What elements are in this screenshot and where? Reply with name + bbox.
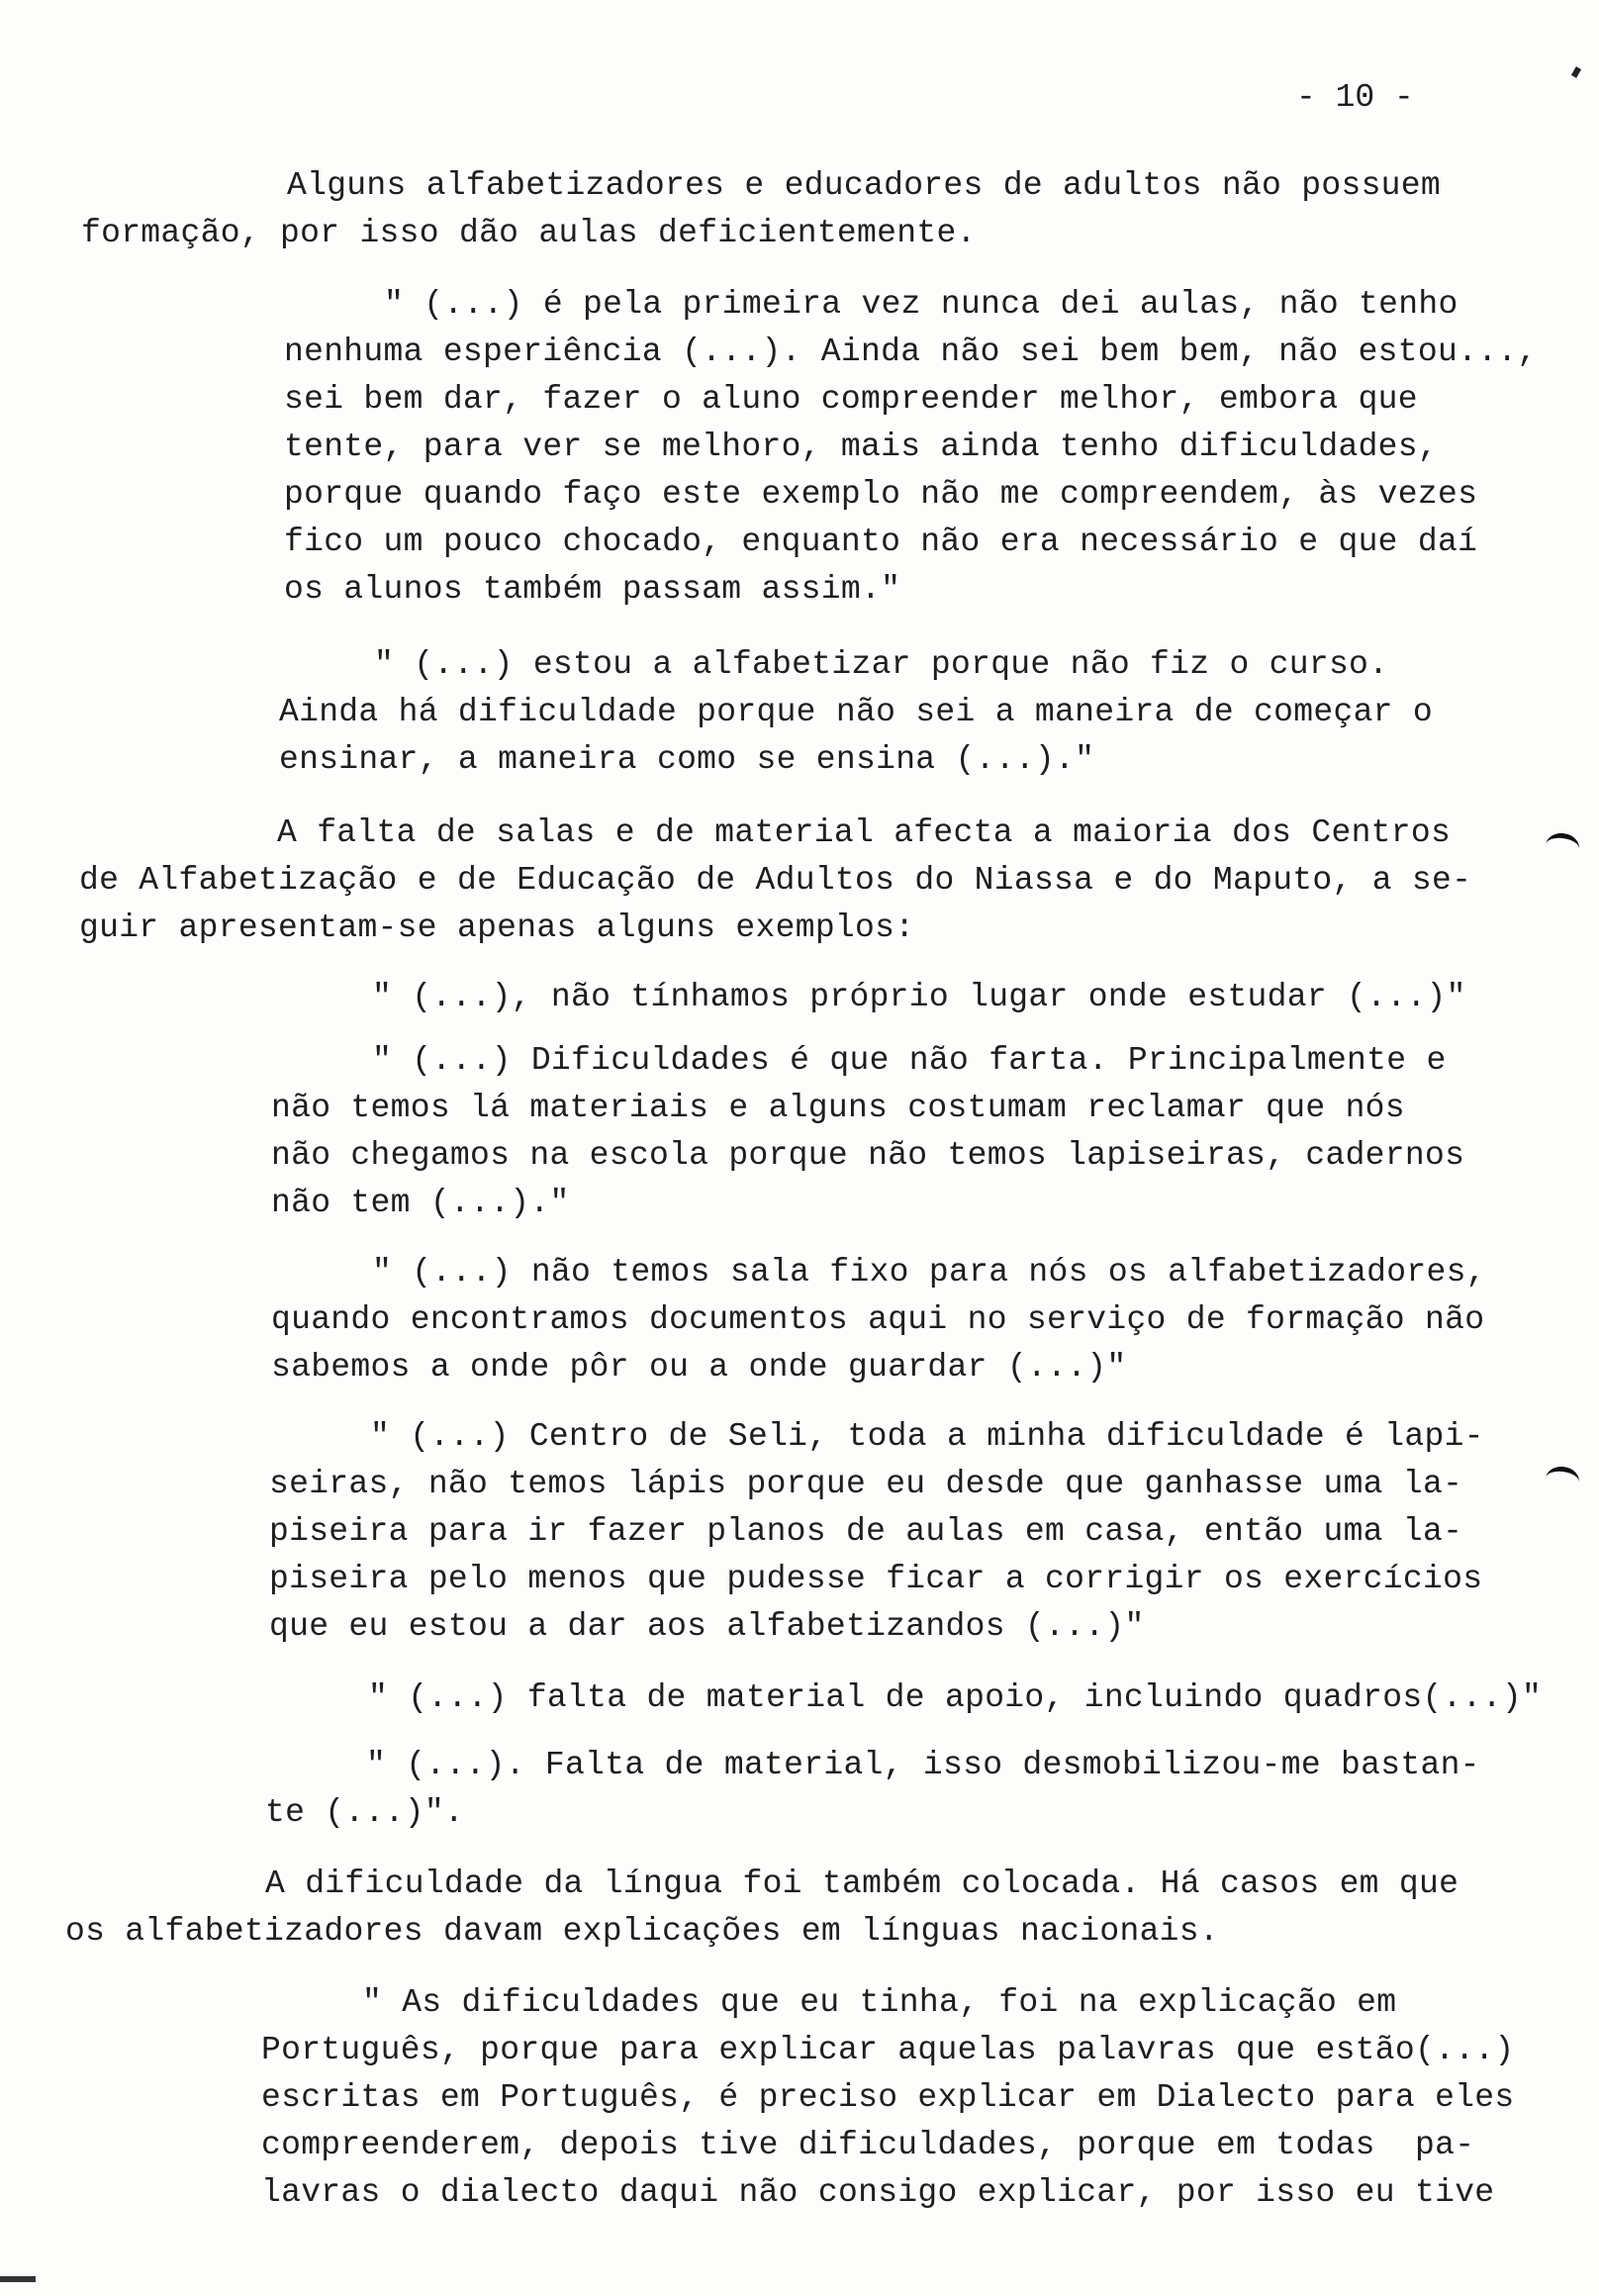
quote-line: Ainda há dificuldade porque não sei a maneira de começar o — [279, 694, 1433, 730]
text-line: formação, por isso dão aulas deficientemente. — [81, 215, 977, 251]
quote-line: " (...) falta de material de apoio, incluindo quadros(...)" — [368, 1679, 1543, 1716]
text-line: A falta de salas e de material afecta a maioria dos Centros — [277, 814, 1452, 851]
quote-line: que eu estou a dar aos alfabetizandos (...)" — [269, 1608, 1145, 1645]
quote-line: os alunos também passam assim." — [284, 571, 901, 608]
text-line: A dificuldade da língua foi também colocada. Há casos em que — [265, 1866, 1459, 1902]
text-line: Alguns alfabetizadores e educadores de adultos não possuem — [287, 167, 1441, 204]
quote-line: seiras, não temos lápis porque eu desde que ganhasse uma la- — [269, 1466, 1463, 1502]
margin-mark — [1544, 1465, 1580, 1495]
quote-line: " As dificuldades que eu tinha, foi na explicação em — [362, 1984, 1397, 2021]
quote-line: piseira para ir fazer planos de aulas em casa, então uma la- — [269, 1513, 1463, 1550]
quote-line: te (...)". — [265, 1794, 465, 1831]
quote-line: porque quando faço este exemplo não me compreendem, às vezes — [284, 476, 1478, 513]
quote-line: sabemos a onde pôr ou a onde guardar (...)" — [271, 1349, 1127, 1386]
quote-line: não temos lá materiais e alguns costumam reclamar que nós — [271, 1090, 1405, 1126]
quote-line: " (...) Centro de Seli, toda a minha dificuldade é lapi- — [370, 1418, 1484, 1455]
quote-line: não chegamos na escola porque não temos lapiseiras, cadernos — [271, 1137, 1465, 1174]
quote-line: piseira pelo menos que pudesse ficar a corrigir os exercícios — [269, 1561, 1483, 1597]
edge-mark — [0, 2276, 36, 2282]
text-line: de Alfabetização e de Educação de Adultos do Niassa e do Maputo, a se- — [79, 862, 1472, 899]
quote-line: lavras o dialecto daqui não consigo explicar, por isso eu tive — [261, 2174, 1495, 2211]
quote-line: " (...) não temos sala fixo para nós os alfabetizadores, — [372, 1254, 1486, 1291]
quote-line: ensinar, a maneira como se ensina (...)." — [279, 741, 1095, 778]
quote-line: " (...) Dificuldades é que não farta. Principalmente e — [372, 1042, 1447, 1079]
quote-line: fico um pouco chocado, enquanto não era necessário e que daí — [284, 524, 1478, 560]
quote-line: tente, para ver se melhoro, mais ainda tenho dificuldades, — [284, 429, 1438, 465]
page-number: - 10 - — [1296, 79, 1414, 116]
text-line: os alfabetizadores davam explicações em línguas nacionais. — [65, 1913, 1219, 1950]
quote-line: " (...). Falta de material, isso desmobilizou-me bastan- — [366, 1747, 1480, 1783]
quote-line: não tem (...)." — [271, 1185, 570, 1221]
quote-line: " (...) estou a alfabetizar porque não fiz o curso. — [374, 646, 1389, 683]
quote-line: nenhuma esperiência (...). Ainda não sei bem bem, não estou..., — [284, 334, 1538, 370]
edge-mark — [1571, 66, 1581, 78]
quote-line: " (...) é pela primeira vez nunca dei aulas, não tenho — [384, 286, 1458, 323]
text-line: guir apresentam-se apenas alguns exemplos: — [79, 909, 915, 946]
margin-mark — [1544, 831, 1580, 862]
quote-line: escritas em Português, é preciso explicar em Dialecto para eles — [261, 2079, 1515, 2116]
quote-line: compreenderem, depois tive dificuldades, porque em todas pa- — [261, 2127, 1475, 2163]
quote-line: quando encontramos documentos aqui no serviço de formação não — [271, 1301, 1485, 1338]
quote-line: " (...), não tínhamos próprio lugar onde estudar (...)" — [372, 979, 1466, 1015]
quote-line: sei bem dar, fazer o aluno compreender melhor, embora que — [284, 381, 1418, 418]
quote-line: Português, porque para explicar aquelas palavras que estão(...) — [261, 2032, 1515, 2068]
